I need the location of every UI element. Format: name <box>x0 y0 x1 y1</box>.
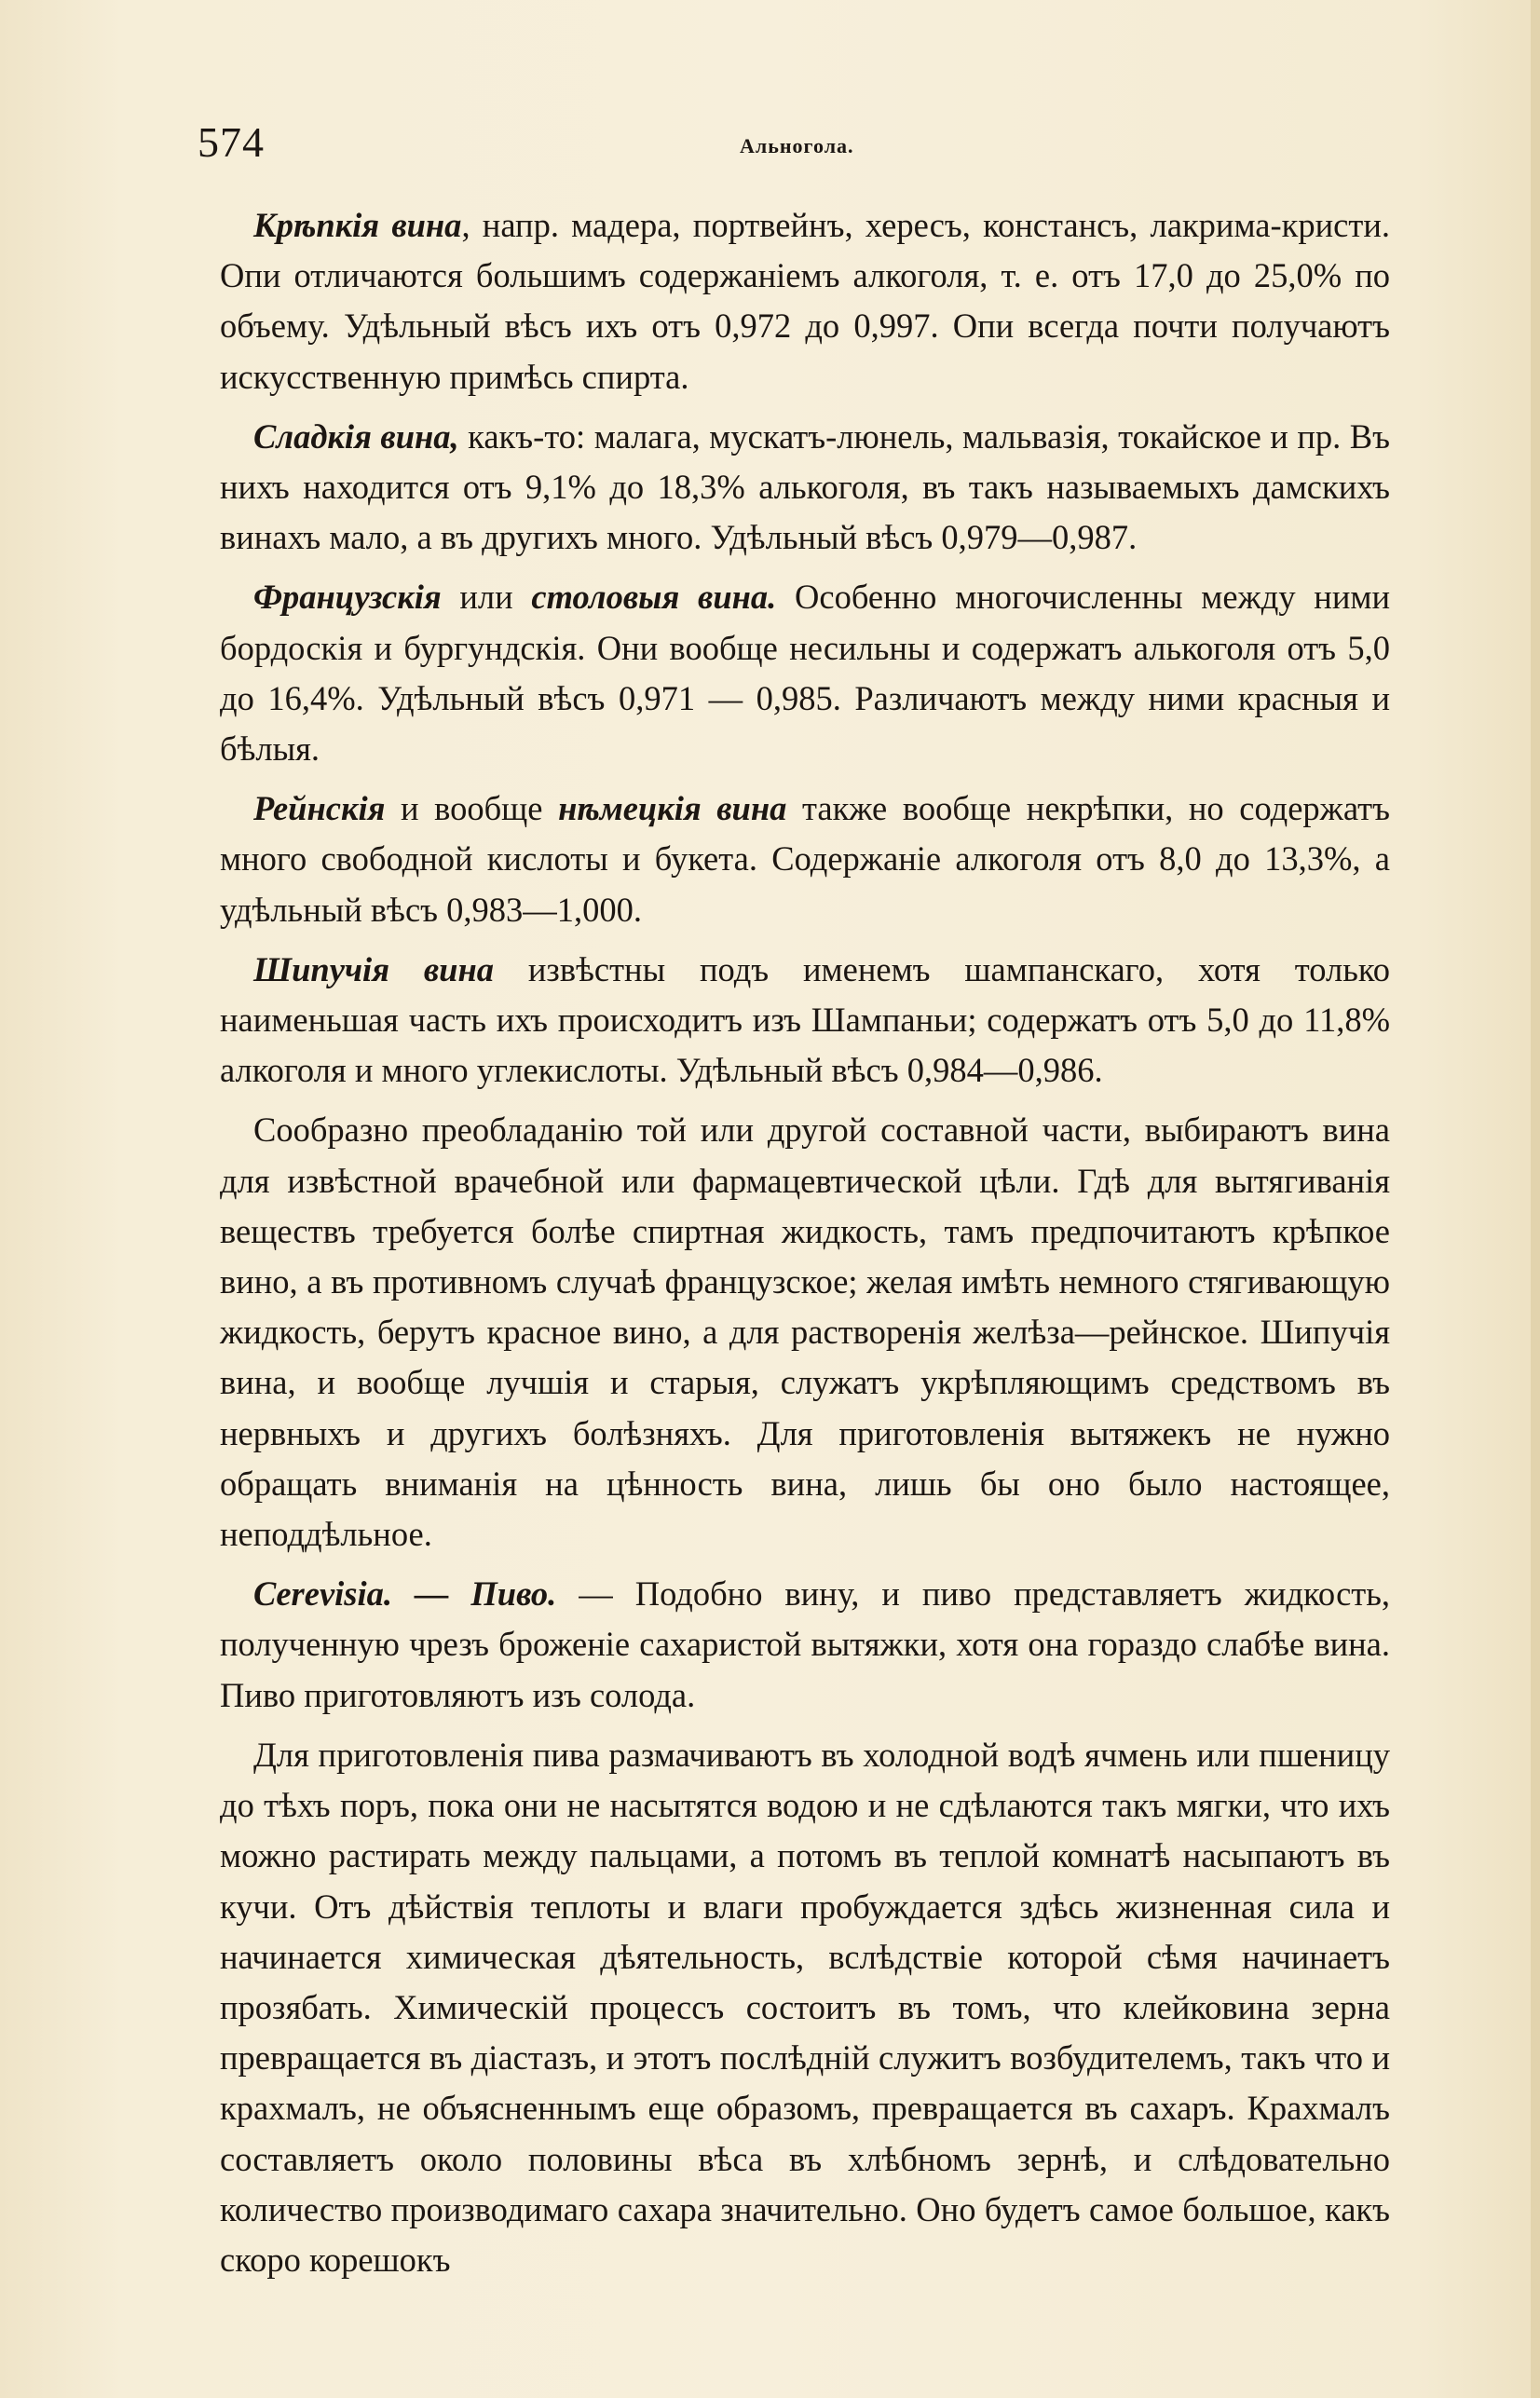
text-run: Для приготовленія пива размачиваютъ въ холодной водѣ ячмень или пшеницу до тѣхъ поръ, пока они не насытятся водою и не сдѣлаются такъ мягки, что ихъ можно растирать между пальцами, а потомъ въ теплой комнатѣ насыпаютъ въ кучи. Отъ дѣйствія теплоты и влаги пробуждается здѣсь жизненная сила и начинается химическая дѣятельность, вслѣдствіе которой сѣмя начинаетъ прозябать. Химическій процессъ состоитъ въ томъ, что клейковина зерна превращается въ діастазъ, и этотъ послѣдній служитъ возбудителемъ, такъ что и крахмалъ, не объясненнымъ еще образомъ, превращается въ сахаръ. Крахмалъ составляетъ около половины вѣса въ хлѣбномъ зернѣ, и слѣдовательно количество производимаго сахара значительно. Оно будетъ самое большое, какъ скоро корешокъ <box>220 1735 1390 2279</box>
text-run: , напр. мадера, портвейнъ, хересъ, констансъ, лакрима-кристи. Опи отличаются большимъ содержаніемъ алкоголя, т. е. отъ 17,0 до 25,0% по объему. Удѣльный вѣсъ ихъ отъ 0,972 до 0,997. Опи всегда почти получаютъ искусственную примѣсь спирта. <box>220 206 1390 396</box>
page-header <box>198 117 1418 173</box>
text-run: Сообразно преобладанію той или другой составной части, выбираютъ вина для извѣстной врачебной или фармацевтической цѣли. Гдѣ для вытягиванія веществъ требуется болѣе спиртная жидкость, тамъ предпочитаютъ крѣпкое вино, а въ противномъ случаѣ французское; желая имѣть немного стягивающую жидкость, берутъ красное вино, а для растворенія желѣза—рейнское. Шипучія вина, и вообще лучшія и старыя, служатъ укрѣпляющимъ средствомъ въ нервныхъ и другихъ болѣзняхъ. Для приготовленія вытяжекъ не нужно обращать вниманія на цѣнность вина, лишь бы оно было настоящее, неподдѣльное. <box>220 1110 1390 1554</box>
text-run: или <box>441 578 532 617</box>
text-run: извѣстны подъ именемъ шампанскаго, хотя только наименьшая часть ихъ происходитъ изъ Шампаньи; содержатъ отъ 5,0 до 11,8% алкоголя и много углекислоты. Удѣльный вѣсъ 0,984—0,986. <box>220 949 1390 1090</box>
italic-term: Шипучія вина <box>253 949 494 988</box>
paragraph <box>220 200 1390 402</box>
italic-term: столовыя вина. <box>531 578 777 617</box>
paragraph <box>220 412 1390 564</box>
italic-term: Рейнскія <box>253 789 386 828</box>
text-run: Особенно многочисленны между ними бордоскія и бургундскія. Они вообще несильны и содержатъ алькоголя отъ 5,0 до 16,4%. Удѣльный вѣсъ 0,971 — 0,985. Различаютъ между ними красныя и бѣлыя. <box>220 578 1391 769</box>
paragraph <box>220 1105 1390 1560</box>
italic-term: Французскія <box>253 578 442 617</box>
paragraph <box>220 572 1390 774</box>
paragraph <box>220 945 1390 1097</box>
italic-term: нѣмецкія вина <box>558 789 787 828</box>
page-edge <box>1531 0 1540 2398</box>
italic-term: Крѣпкія вина <box>253 206 462 244</box>
body-text <box>220 200 1390 2295</box>
text-run: — Подобно вину, и пиво представляетъ жидкость, полученную чрезъ броженіе сахаристой вытяжки, хотя она гораздо слабѣе вина. Пиво приготовляютъ изъ солода. <box>220 1574 1390 1714</box>
paragraph <box>220 1569 1390 1721</box>
paragraph <box>220 783 1390 935</box>
page-number: 574 <box>198 118 265 166</box>
text-run: также вообще некрѣпки, но содержатъ много свободной кислоты и букета. Содержаніе алкоголя отъ 8,0 до 13,3%, а удѣльный вѣсъ 0,983—1,000. <box>220 789 1390 929</box>
text-run: и вообще <box>385 789 559 828</box>
italic-term: Cerevisia. — Пиво. <box>253 1574 557 1614</box>
italic-term: Сладкія вина, <box>253 416 459 456</box>
text-run: какъ-то: малага, мускатъ-люнель, мальвазія, токайское и пр. Въ нихъ находится отъ 9,1% до 18,3% алькоголя, въ такъ называемыхъ дамскихъ винахъ мало, а въ другихъ много. Удѣльный вѣсъ 0,979—0,987. <box>220 416 1390 557</box>
running-head: Альногола. <box>740 134 854 157</box>
paragraph <box>220 1730 1390 2285</box>
